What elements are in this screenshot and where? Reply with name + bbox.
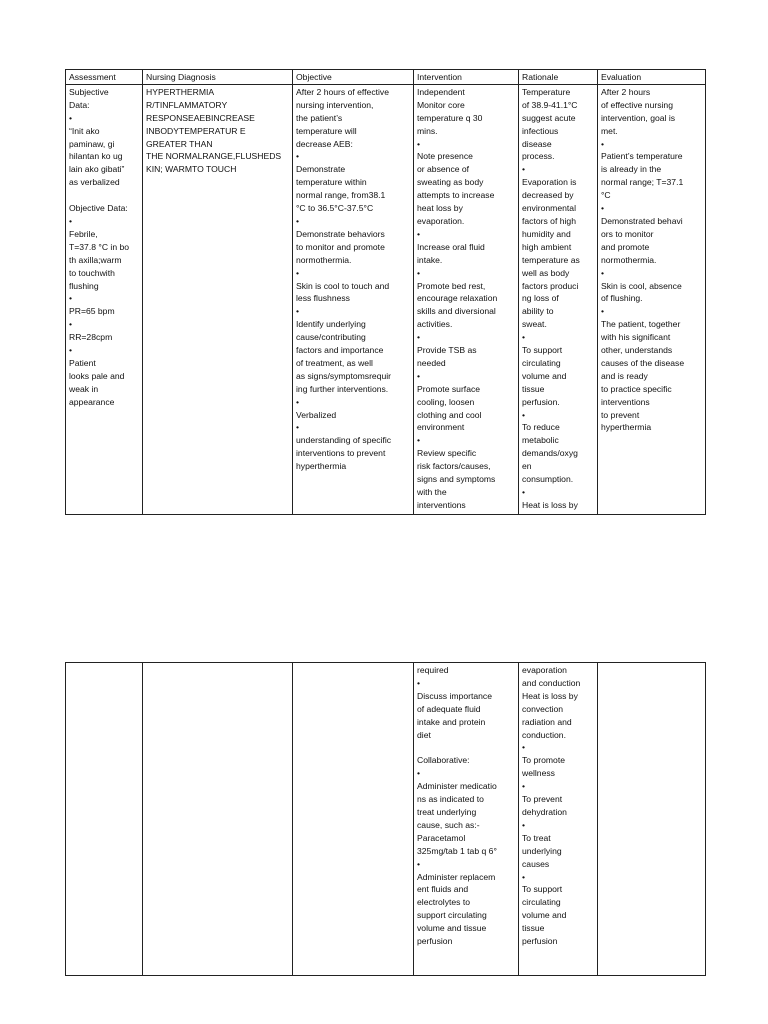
header-intervention: Intervention <box>414 70 519 85</box>
intervention-cell: Independent Monitor core temperature q 30 mins. • Note presence or absence of sweating as body attempts to increase heat loss by evaporation. • Increase oral fluid intake. • Promote bed rest, encourage relaxation skills and diversional activities. • Provide TSB as needed • Promote surface cooling, loosen clothing and cool environment • Review specific risk factors/causes, signs and symptoms with the interventions <box>414 84 519 514</box>
objective-cell <box>293 663 414 976</box>
table-header-row <box>66 70 706 85</box>
evaluation-cell <box>598 663 706 976</box>
header-nursing-diagnosis: Nursing Diagnosis <box>143 70 293 85</box>
evaluation-cell: After 2 hours of effective nursing intervention, goal is met. • Patient’s temperature is already in the normal range; T=37.1 °C • Demonstrated behavi ors to monitor and promote normothermia. • Skin is cool, absence of flushing. • The patient, together with his significant other, understands causes of the disease and is ready to practice specific interventions to prevent hyperthermia <box>598 84 706 514</box>
header-evaluation: Evaluation <box>598 70 706 85</box>
table-row <box>66 663 706 976</box>
care-plan-table-page-2 <box>65 662 706 976</box>
nursing-diagnosis-cell: HYPERTHERMIA R/TINFLAMMATORY RESPONSEAEBINCREASE INBODYTEMPERATUR E GREATER THAN THE NORMALRANGE,FLUSHEDS KIN; WARMTO TOUCH <box>143 84 293 514</box>
header-objective: Objective <box>293 70 414 85</box>
care-plan-table-page-1 <box>65 69 706 515</box>
intervention-cell: required • Discuss importance of adequate fluid intake and protein diet Collaborative: • Administer medicatio ns as indicated to treat underlying cause, such as:- Paracetamol 325mg/tab 1 tab q 6° • Administer replacem ent fluids and electrolytes to support circulating volume and tissue perfusion <box>414 663 519 976</box>
header-rationale: Rationale <box>519 70 598 85</box>
table-row <box>66 84 706 514</box>
objective-cell: After 2 hours of effective nursing intervention, the patient’s temperature will decrease AEB: • Demonstrate temperature within normal range, from38.1 °C to 36.5°C-37.5°C • Demonstrate behaviors to monitor and promote normothermia. • Skin is cool to touch and less flushness • Identify underlying cause/contributing factors and importance of treatment, as well as signs/symptomsrequir ing further interventions. • Verbalized • understanding of specific interventions to prevent hyperthermia <box>293 84 414 514</box>
assessment-cell: Subjective Data: • “Init ako paminaw, gi hilantan ko ug lain ako gibati” as verbalized Objective Data: • Febrile, T=37.8 °C in bo th axilla;warm to touchwith flushing • PR=65 bpm • RR=28cpm • Patient looks pale and weak in appearance <box>66 84 143 514</box>
nursing-diagnosis-cell <box>143 663 293 976</box>
header-assessment: Assessment <box>66 70 143 85</box>
assessment-cell <box>66 663 143 976</box>
rationale-cell: Temperature of 38.9-41.1°C suggest acute infectious disease process. • Evaporation is decreased by environmental factors of high humidity and high ambient temperature as well as body factors produci ng loss of ability to sweat. • To support circulating volume and tissue perfusion. • To reduce metabolic demands/oxyg en consumption. • Heat is loss by <box>519 84 598 514</box>
rationale-cell: evaporation and conduction Heat is loss by convection radiation and conduction. • To promote wellness • To prevent dehydration • To treat underlying causes • To support circulating volume and tissue perfusion <box>519 663 598 976</box>
